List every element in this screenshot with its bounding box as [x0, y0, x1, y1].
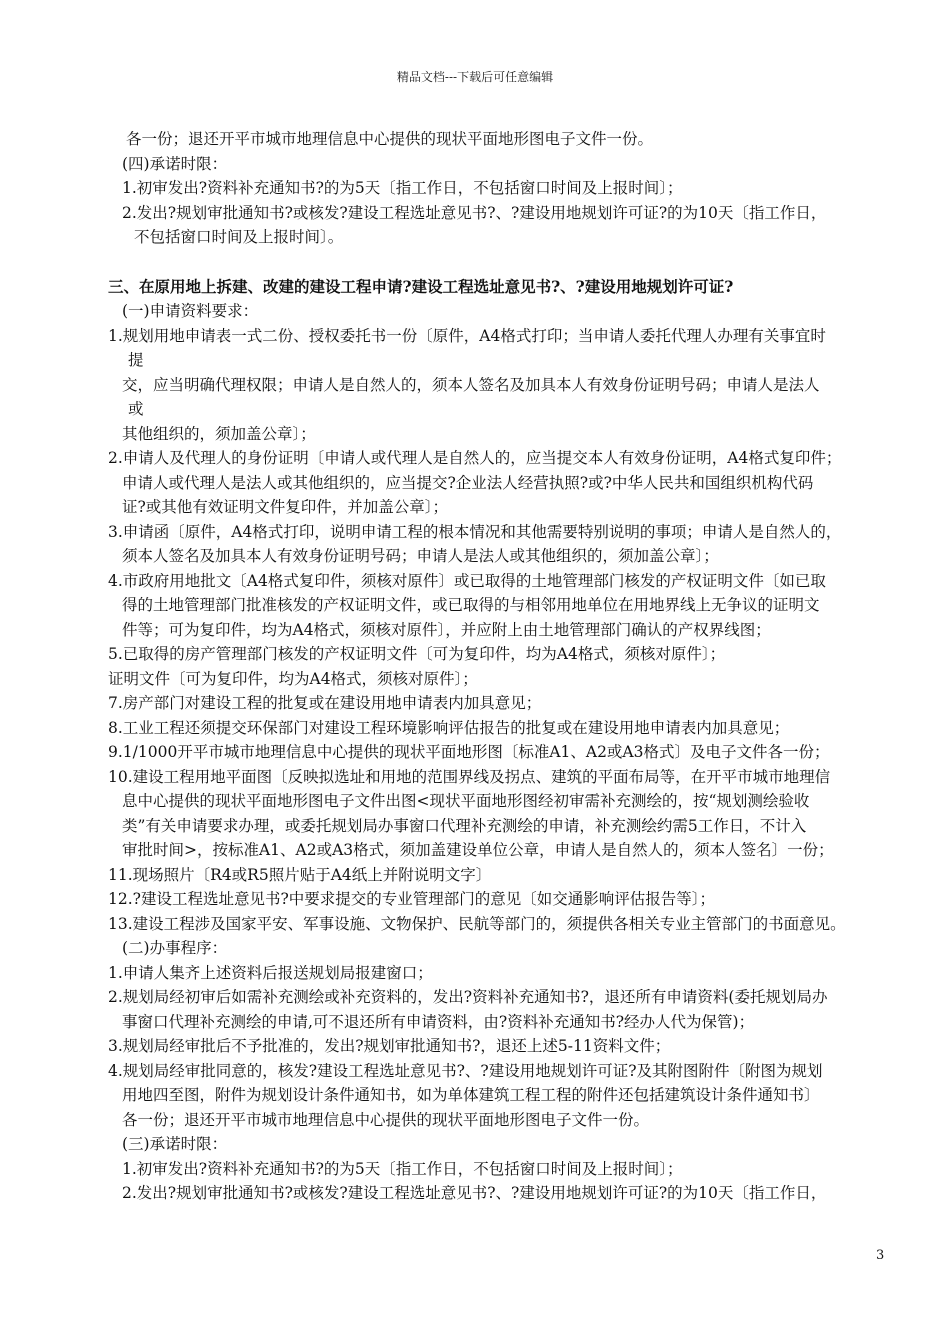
document-body	[108, 127, 898, 1206]
list-item: 2.发出?规划审批通知书?或核发?建设工程选址意见书?、?建设用地规划许可证?的为10天〔指工作日，	[122, 203, 827, 222]
section-subheading: (二)办事程序：	[122, 939, 228, 957]
text-line: 息中心提供的现状平面地形图电子文件出图<现状平面地形图经初审需补充测绘的，按“规划测绘验收	[122, 792, 810, 810]
text-line: 各一份；退还开平市城市地理信息中心提供的现状平面地形图电子文件一份。	[122, 1110, 650, 1129]
text-line: 须本人签名及加具本人有效身份证明号码；申请人是法人或其他组织的，须加盖公章〕；	[122, 547, 719, 565]
page-number: 3	[876, 1248, 885, 1263]
list-item: 11.现场照片〔R4或R5照片贴于A4纸上并附说明文字〕	[108, 865, 492, 884]
list-item: 2.规划局经初审后如需补充测绘或补充资料的，发出?资料补充通知书?，退还所有申请资料(委托规划局办	[108, 988, 828, 1006]
text-line: 其他组织的，须加盖公章〕；	[122, 424, 316, 443]
text-line: 或	[128, 400, 144, 418]
list-item: 2.发出?规划审批通知书?或核发?建设工程选址意见书?、?建设用地规划许可证?的为10天〔指工作日，	[122, 1184, 827, 1202]
list-item: 7.房产部门对建设工程的批复或在建设用地申请表内加具意见；	[108, 694, 542, 712]
list-item: 13.建设工程涉及国家平安、军事设施、文物保护、民航等部门的，须提供各相关专业主管部门的书面意见。	[108, 914, 846, 933]
text-line: 类”有关申请要求办理，或委托规划局办事窗口代理补充测绘的申请，补充测绘约需5工作日，不计入	[122, 816, 807, 835]
text-line: 件等；可为复印件，均为A4格式，须核对原件〕，并应附上由土地管理部门确认的产权界线图；	[122, 620, 771, 639]
list-item: 4.规划局经审批同意的，核发?建设工程选址意见书?、?建设用地规划许可证?及其附图附件〔附图为规划	[108, 1061, 823, 1080]
section-heading: 三、在原用地上拆建、改建的建设工程申请?建设工程选址意见书?、?建设用地规划许可证?	[108, 276, 734, 296]
text-line: 证明文件〔可为复印件，均为A4格式，须核对原件〕；	[108, 669, 478, 688]
section-subheading: (一)申请资料要求：	[122, 302, 259, 320]
page-header: 精品文档---下载后可任意编辑	[396, 70, 554, 84]
text-line: 用地四至图，附件为规划设计条件通知书，如为单体建筑工程工程的附件还包括建筑设计条件通知书〕	[122, 1086, 820, 1104]
list-item: 12.?建设工程选址意见书?中要求提交的专业管理部门的意见〔如交通影响评估报告等〕；	[108, 890, 716, 908]
list-item: 2.申请人及代理人的身份证明〔申请人或代理人是自然人的，应当提交本人有效身份证明，A4格式复印件；	[108, 449, 842, 467]
text-line: 不包括窗口时间及上报时间〕。	[134, 228, 344, 246]
section-subheading: (四)承诺时限：	[122, 154, 228, 173]
text-line: 审批时间>，按标准A1、A2或A3格式，须加盖建设单位公章，申请人是自然人的，须本人签名〕一份；	[122, 841, 834, 859]
list-item: 1.规划用地申请表一式二份、授权委托书一份〔原件，A4格式打印；当申请人委托代理人办理有关事宜时	[108, 326, 826, 345]
list-item: 8.工业工程还须提交环保部门对建设工程环境影响评估报告的批复或在建设用地申请表内加具意见；	[108, 718, 790, 737]
list-item: 4.市政府用地批文〔A4格式复印件，须核对原件〕或已取得的土地管理部门核发的产权证明文件〔如已取	[108, 571, 826, 590]
list-item: 3.申请函〔原件，A4格式打印，说明申请工程的根本情况和其他需要特别说明的事项；申请人是自然人的，	[108, 522, 842, 541]
text-line: 事窗口代理补充测绘的申请,可不退还所有申请资料，由?资料补充通知书?经办人代为保管)；	[122, 1012, 755, 1031]
section-subheading: (三)承诺时限：	[122, 1135, 228, 1153]
list-item: 1.初审发出?资料补充通知书?的为5天〔指工作日，不包括窗口时间及上报时间〕；	[122, 179, 683, 197]
list-item: 9.1/1000开平市城市地理信息中心提供的现状平面地形图〔标准A1、A2或A3格式〕及电子文件各一份；	[108, 743, 830, 761]
text-line: 得的土地管理部门批准核发的产权证明文件，或已取得的与相邻用地单位在用地界线上无争议的证明文	[122, 596, 820, 614]
list-item: 3.规划局经审批后不予批准的，发出?规划审批通知书?，退还上述5-11资料文件；	[108, 1037, 671, 1055]
text-line: 提	[128, 351, 144, 369]
list-item: 1.申请人集齐上述资料后报送规划局报建窗口；	[108, 963, 433, 982]
list-item: 1.初审发出?资料补充通知书?的为5天〔指工作日，不包括窗口时间及上报时间〕；	[122, 1159, 683, 1178]
list-item: 5.已取得的房产管理部门核发的产权证明文件〔可为复印件，均为A4格式，须核对原件〕；	[108, 645, 726, 663]
list-item: 10.建设工程用地平面图〔反映拟选址和用地的范围界线及拐点、建筑的平面布局等，在开平市城市地理信	[108, 767, 831, 786]
text-line: 证?或其他有效证明文件复印件，并加盖公章〕；	[122, 498, 449, 516]
text-line: 交，应当明确代理权限；申请人是自然人的，须本人签名及加具本人有效身份证明号码；申请人是法人	[122, 375, 820, 394]
text-line: 申请人或代理人是法人或其他组织的，应当提交?企业法人经营执照?或?中华人民共和国组织机构代码	[122, 473, 814, 492]
text-line: 各一份；退还开平市城市地理信息中心提供的现状平面地形图电子文件一份。	[126, 130, 654, 148]
